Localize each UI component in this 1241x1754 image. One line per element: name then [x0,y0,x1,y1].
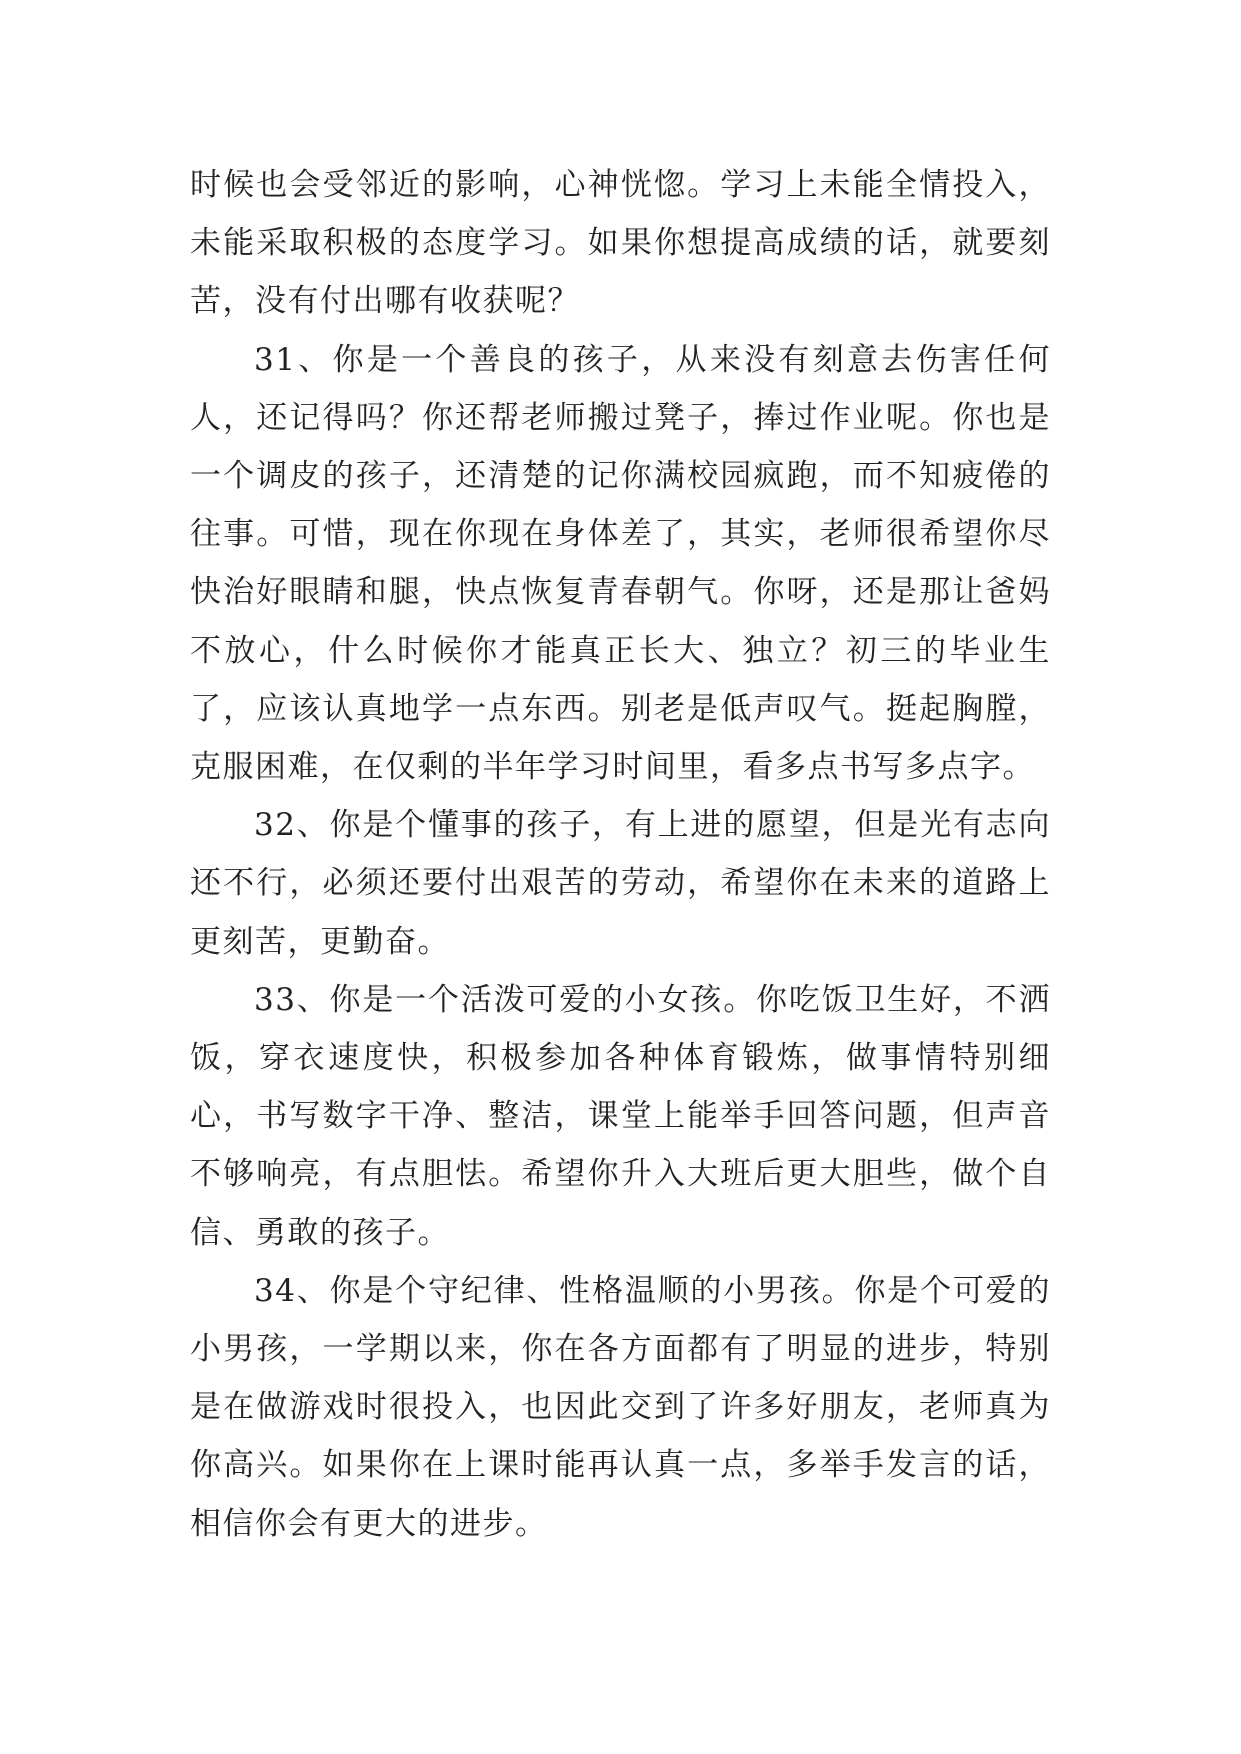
paragraph-item-32: 32、你是个懂事的孩子，有上进的愿望，但是光有志向还不行，必须还要付出艰苦的劳动，希望你在未来的道路上更刻苦，更勤奋。 [190,807,1051,960]
paragraph-item-33: 33、你是一个活泼可爱的小女孩。你吃饭卫生好，不洒饭，穿衣速度快，积极参加各种体育锻炼，做事情特别细心，书写数字干净、整洁，课堂上能举手回答问题，但声音不够响亮，有点胆怯。希望你升入大班后更大胆些，做个自信、勇敢的孩子。 [190,981,1051,1251]
paragraph-item-31: 31、你是一个善良的孩子，从来没有刻意去伤害任何人，还记得吗？你还帮老师搬过凳子，捧过作业呢。你也是一个调皮的孩子，还清楚的记你满校园疯跑，而不知疲倦的往事。可惜，现在你现在身体差了，其实，老师很希望你尽快治好眼睛和腿，快点恢复青春朝气。你呀，还是那让爸妈不放心，什么时候你才能真正长大、独立？初三的毕业生了，应该认真地学一点东西。别老是低声叹气。挺起胸膛，克服困难，在仅剩的半年学习时间里，看多点书写多点字。 [190,341,1051,786]
paragraph-continuation: 时候也会受邻近的影响，心神恍惚。学习上未能全情投入，未能采取积极的态度学习。如果你想提高成绩的话，就要刻苦，没有付出哪有收获呢？ [190,167,1051,320]
document-body [190,156,1051,1553]
paragraph-item-34: 34、你是个守纪律、性格温顺的小男孩。你是个可爱的小男孩，一学期以来，你在各方面都有了明显的进步，特别是在做游戏时很投入，也因此交到了许多好朋友，老师真为你高兴。如果你在上课时能再认真一点，多举手发言的话，相信你会有更大的进步。 [190,1272,1051,1542]
